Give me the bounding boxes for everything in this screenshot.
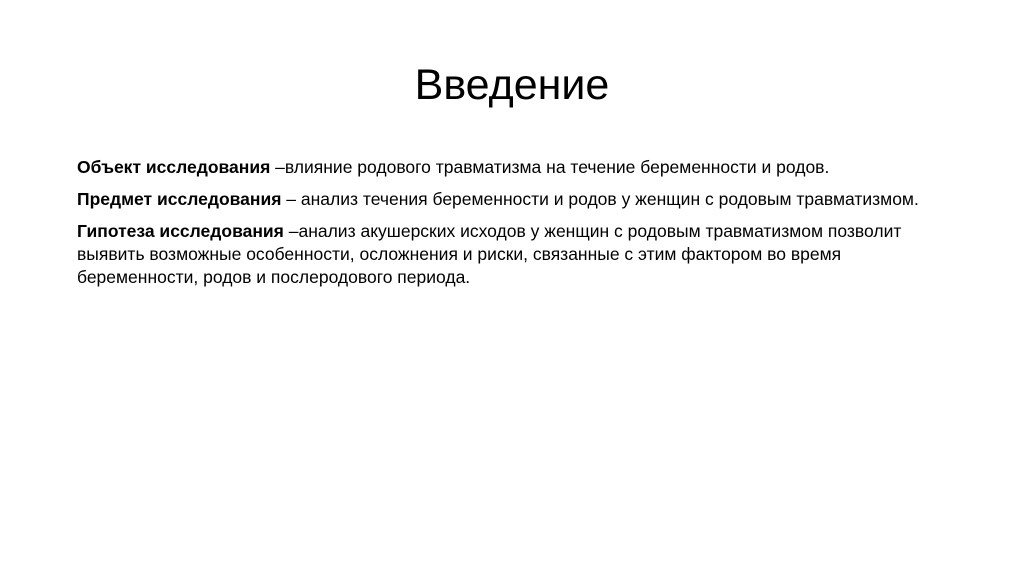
- slide-title: Введение: [414, 61, 610, 109]
- paragraph-hypothesis: [77, 220, 957, 289]
- term-subject: Предмет исследования: [77, 189, 282, 209]
- paragraph-object: [77, 156, 957, 179]
- text-hypothesis: –анализ акушерских исходов у женщин с родовым травматизмом позволит выявить возможные особенности, осложнения и риски, связанные с этим фактором во время беременности, родов и послеродового периода.: [77, 221, 902, 287]
- paragraph-subject: [77, 188, 957, 211]
- slide-body: [77, 156, 957, 298]
- text-object: –влияние родового травматизма на течение беременности и родов.: [270, 157, 830, 177]
- term-object: Объект исследования: [77, 157, 271, 177]
- term-hypothesis: Гипотеза исследования: [77, 221, 284, 241]
- text-subject: – анализ течения беременности и родов у женщин с родовым травматизмом.: [281, 189, 919, 209]
